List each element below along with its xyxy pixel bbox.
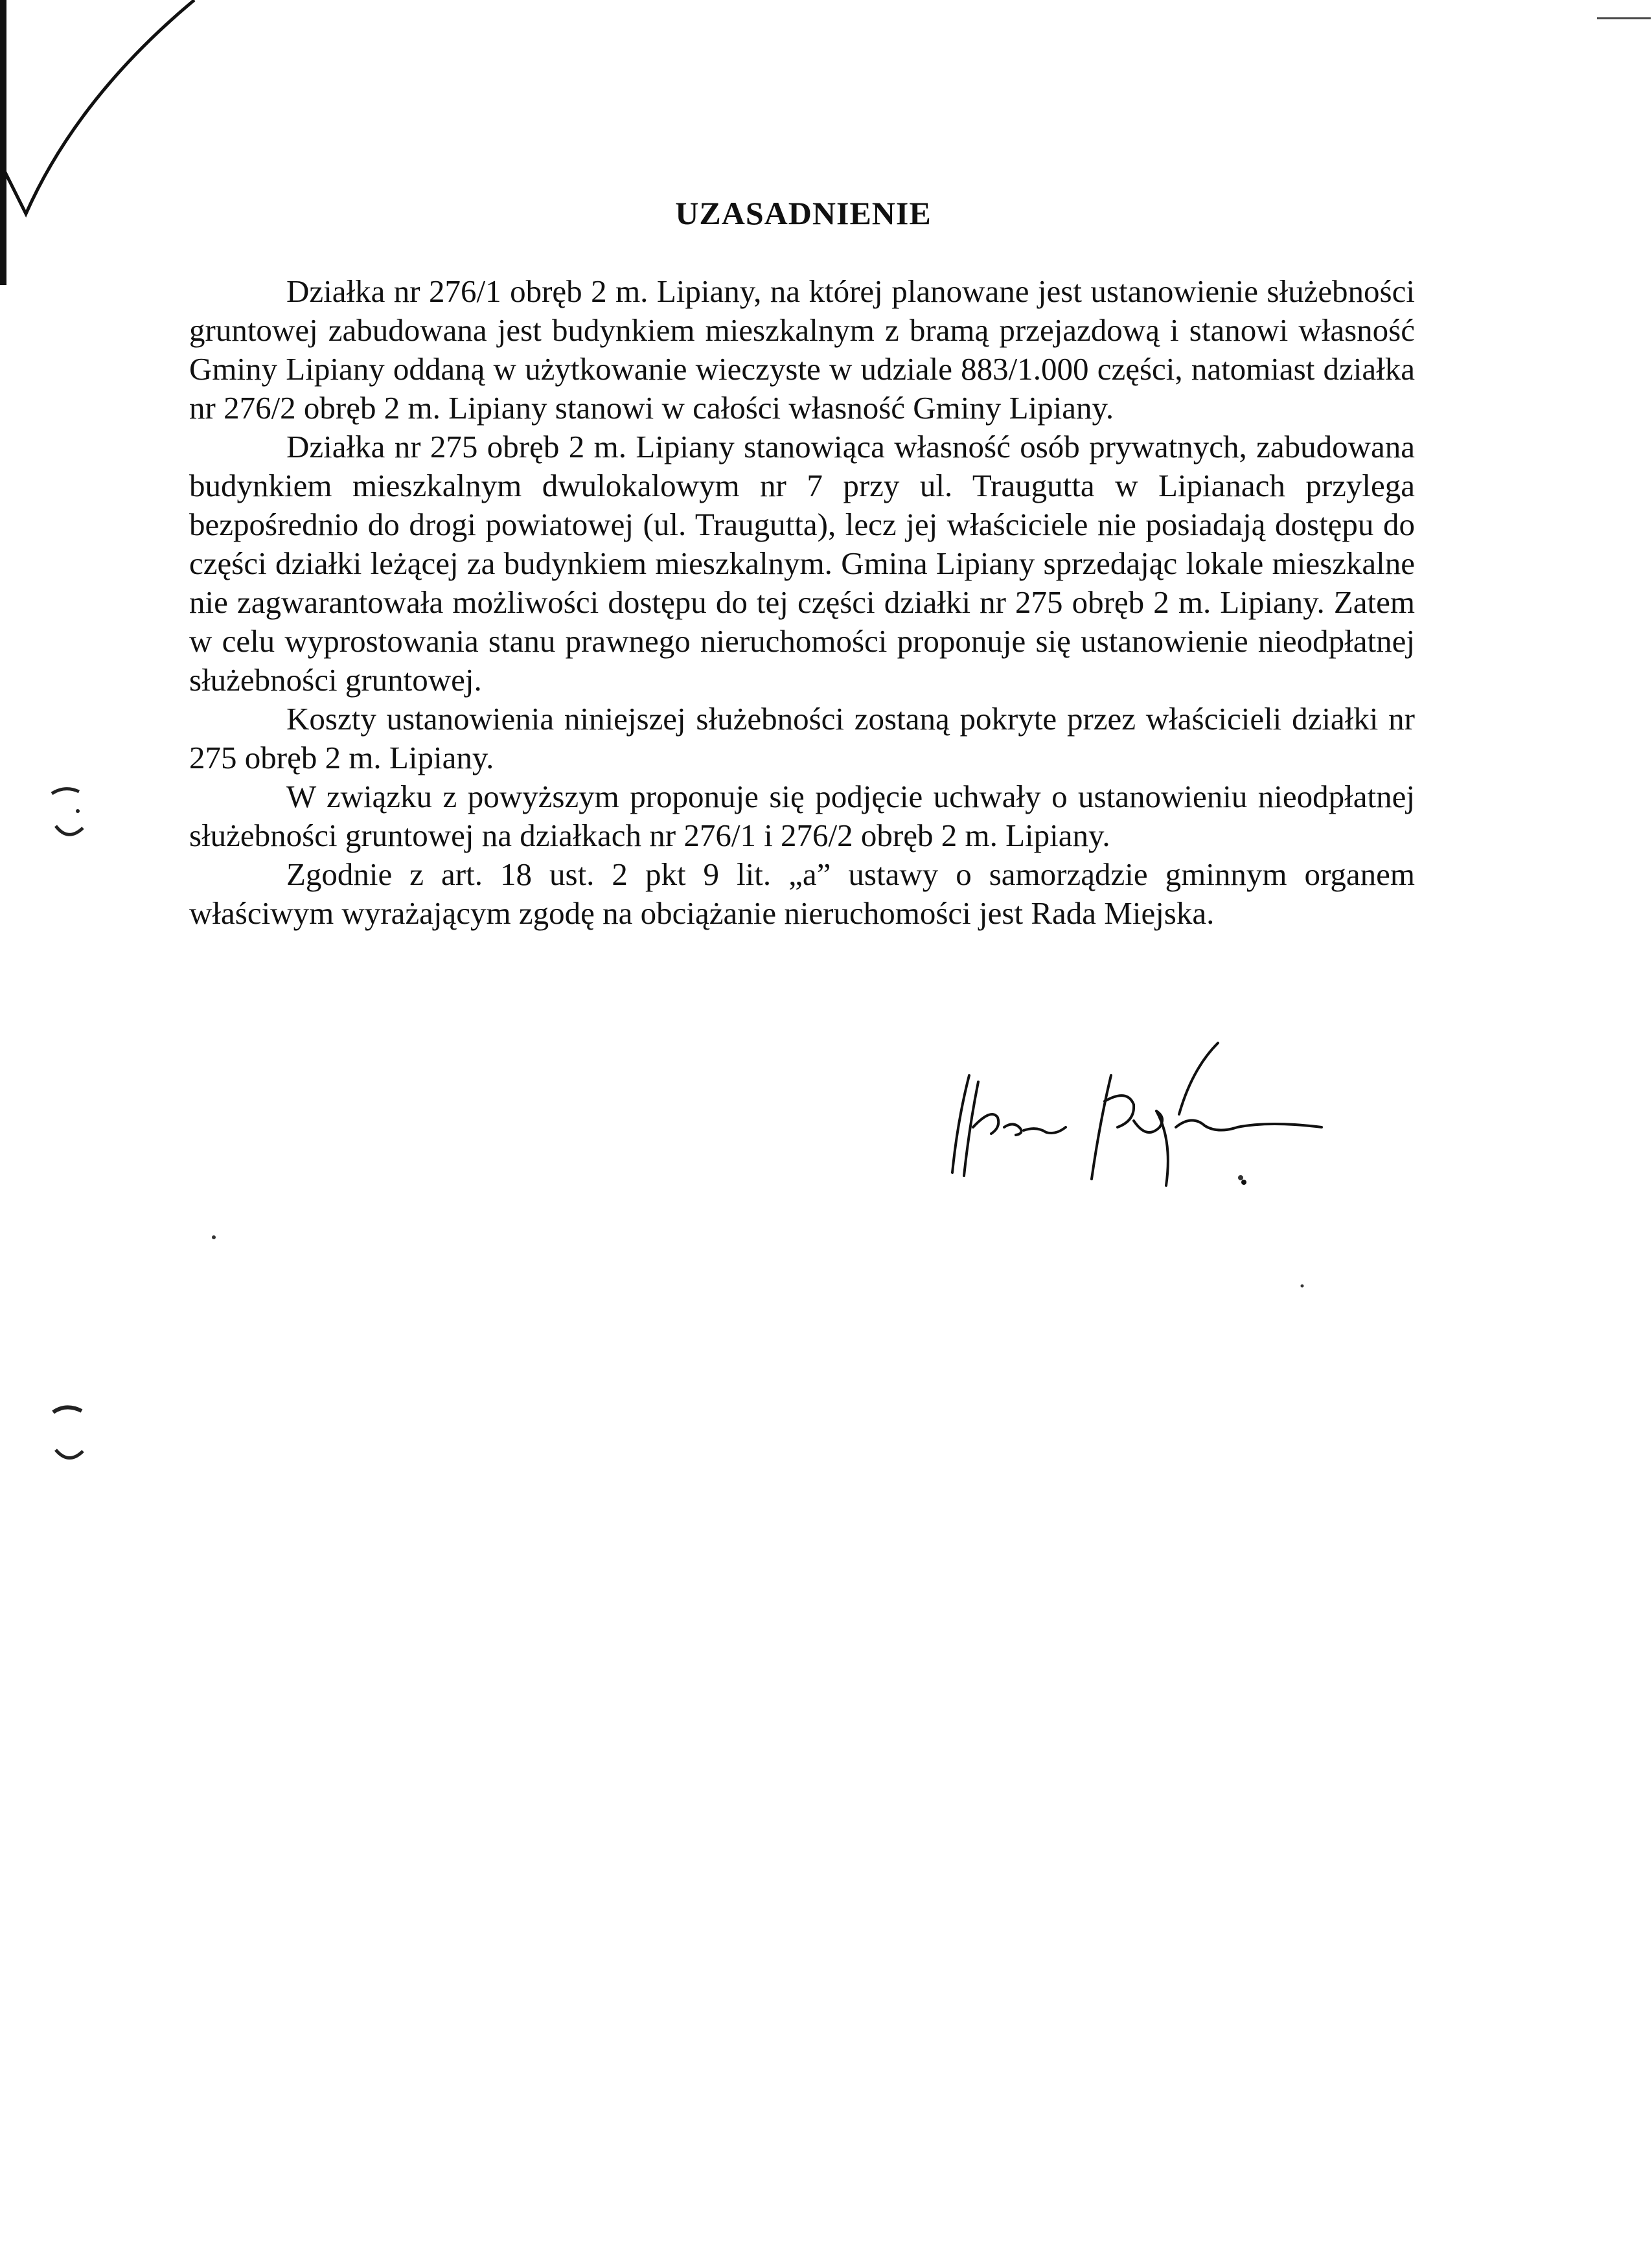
paragraph-5: Zgodnie z art. 18 ust. 2 pkt 9 lit. „a” ustawy o samorządzie gminnym organem właściwym wyrażającym zgodę na obciążanie nieruchomości jest Rada Miejska. [189, 856, 1415, 931]
paragraph-3: Koszty ustanowienia niniejszej służebności zostaną pokryte przez właścicieli działki nr 275 obręb 2 m. Lipiany. [189, 701, 1415, 775]
punch-hole-mark-4 [56, 1450, 83, 1458]
paragraph-1: Działka nr 276/1 obręb 2 m. Lipiany, na której planowane jest ustanowienie służebności gruntowej zabudowana jest budynkiem mieszkalnym z bramą przejazdową i stanowi własność Gminy Lipiany oddaną w użytkowanie wieczyste w udziale 883/1.000 części, natomiast działka nr 276/2 obręb 2 m. Lipiany stanowi w całości własność Gminy Lipiany. [189, 273, 1415, 426]
handwritten-signature [933, 1030, 1354, 1205]
punch-hole-mark-1 [52, 789, 79, 794]
paragraph-2: Działka nr 275 obręb 2 m. Lipiany stanowiąca własność osób prywatnych, zabudowana budynkiem mieszkalnym dwulokalowym nr 7 przy ul. Traugutta w Lipianach przylega bezpośrednio do drogi powiatowej (ul. Traugutta), lecz jej właściciele nie posiadają dostępu do części działki leżącej za budynkiem mieszkalnym. Gmina Lipiany sprzedając lokale mieszkalne nie zagwarantowała możliwości dostępu do tej części działki nr 275 obręb 2 m. Lipiany. Zatem w celu wyprostowania stanu prawnego nieruchomości proponuje się ustanowienie nieodpłatnej służebności gruntowej. [189, 429, 1415, 698]
speck-1 [212, 1235, 216, 1239]
check-mark-icon [0, 0, 194, 214]
punch-hole-mark-3 [53, 1407, 82, 1412]
punch-hole-dot [76, 809, 80, 813]
punch-hole-mark-2 [56, 826, 83, 834]
speck-3 [1301, 1285, 1304, 1288]
document-body [189, 272, 1415, 933]
paragraph-4: W związku z powyższym proponuje się podjęcie uchwały o ustanowieniu nieodpłatnej służebności gruntowej na działkach nr 276/1 i 276/2 obręb 2 m. Lipiany. [189, 779, 1415, 853]
document-title: UZASADNIENIE [675, 195, 932, 231]
left-edge-shadow [0, 0, 6, 285]
